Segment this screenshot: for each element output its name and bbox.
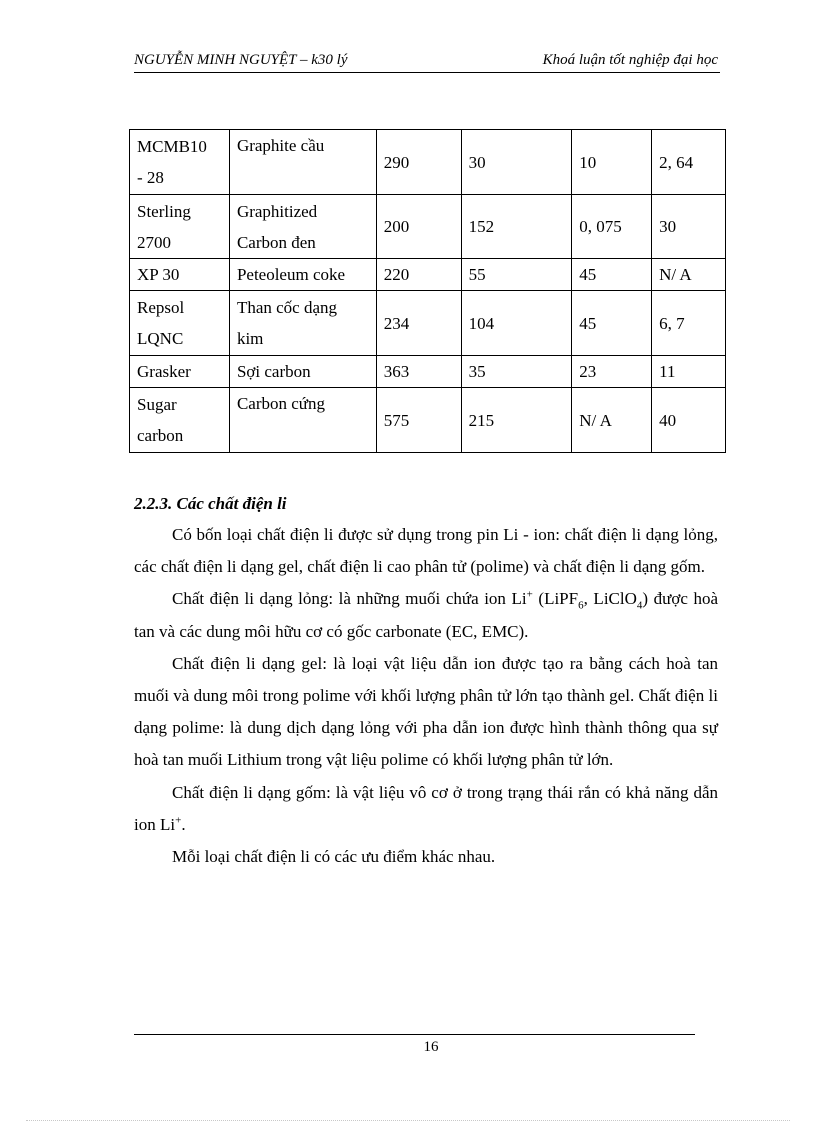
material-name-cell bbox=[130, 356, 230, 388]
material-name-line: Repsol bbox=[137, 298, 185, 317]
table-cell: 363 bbox=[376, 356, 461, 388]
table-cell: 55 bbox=[461, 259, 572, 291]
subscript: 4 bbox=[636, 599, 643, 612]
table-cell: 152 bbox=[461, 195, 572, 259]
material-type-line: Sợi carbon bbox=[236, 362, 311, 381]
material-name-line: Sterling bbox=[137, 201, 191, 221]
table-cell: 45 bbox=[572, 291, 652, 356]
material-type-line: Graphitized bbox=[236, 201, 318, 221]
material-type-line: Than cốc dạng bbox=[236, 298, 338, 317]
table-cell: 220 bbox=[376, 259, 461, 291]
text-run: , LiClO bbox=[583, 589, 637, 609]
table-cell: N/ A bbox=[652, 259, 726, 291]
superscript: + bbox=[526, 588, 533, 601]
table-cell: 6, 7 bbox=[652, 291, 726, 356]
paragraph: Mỗi loại chất điện li có các ưu điểm khác nhau. bbox=[172, 847, 496, 867]
material-type-cell bbox=[229, 356, 376, 388]
table-cell: 575 bbox=[376, 388, 461, 453]
material-type-line: Peteoleum coke bbox=[236, 265, 346, 284]
subscript: 6 bbox=[578, 599, 584, 612]
material-name-line: XP 30 bbox=[137, 265, 180, 284]
material-type-line: Carbon đen bbox=[236, 232, 316, 252]
text-run: Chất điện li dạng gốm: là vật liệu vô cơ ở trong trạng thái rắn có khả năng dẫn ion Li bbox=[134, 782, 718, 834]
superscript: + bbox=[175, 814, 182, 827]
material-type-line: Carbon cứng bbox=[236, 394, 325, 413]
table-row bbox=[130, 259, 726, 291]
material-name-cell bbox=[130, 195, 230, 259]
section-heading: 2.2.3. Các chất điện li bbox=[134, 494, 287, 513]
material-name-line: Grasker bbox=[137, 362, 191, 381]
table-cell: 215 bbox=[461, 388, 572, 453]
paragraph bbox=[134, 777, 718, 841]
header-author: NGUYỄN MINH NGUYỆT – k30 lý bbox=[134, 52, 348, 68]
table-cell: 40 bbox=[652, 388, 726, 453]
material-name-cell bbox=[130, 291, 230, 356]
table-row bbox=[130, 291, 726, 356]
table-row bbox=[130, 388, 726, 453]
material-name-line: carbon bbox=[137, 426, 184, 445]
material-name-line: LQNC bbox=[137, 329, 184, 348]
table-row bbox=[130, 130, 726, 195]
material-type-cell bbox=[229, 388, 376, 453]
footer-rule bbox=[134, 1034, 695, 1035]
table-cell: 234 bbox=[376, 291, 461, 356]
page-header bbox=[134, 50, 720, 73]
material-name-cell bbox=[130, 388, 230, 453]
table-cell: 45 bbox=[572, 259, 652, 291]
table-row bbox=[130, 195, 726, 259]
text-run: . bbox=[181, 814, 186, 834]
paragraph: Có bốn loại chất điện li được sử dụng trong pin Li - ion: chất điện li dạng lỏng, các chất điện li dạng gel, chất điện li cao phân tử (polime) và chất điện li dạng gốm. bbox=[134, 525, 718, 577]
table-cell: 35 bbox=[461, 356, 572, 388]
material-name-line: 2700 bbox=[137, 232, 171, 252]
table-cell: 11 bbox=[652, 356, 726, 388]
table-cell: 30 bbox=[652, 195, 726, 259]
material-name-line: MCMB10 bbox=[137, 137, 207, 156]
material-type-cell bbox=[229, 195, 376, 259]
page-number: 16 bbox=[423, 1039, 439, 1055]
carbon-materials-table bbox=[129, 129, 726, 453]
table-cell: 200 bbox=[376, 195, 461, 259]
header-thesis-title: Khoá luận tốt nghiệp đại học bbox=[542, 52, 718, 68]
table-cell: 10 bbox=[572, 130, 652, 195]
material-name-line: Sugar bbox=[137, 395, 177, 414]
text-run: Chất điện li dạng lỏng: là những muối chứa ion Li bbox=[172, 589, 527, 609]
material-type-cell bbox=[229, 291, 376, 356]
material-name-cell bbox=[130, 259, 230, 291]
table-cell: 23 bbox=[572, 356, 652, 388]
text-run: ) được hoà tan và các dung môi hữu cơ có gốc carbonate (EC, EMC). bbox=[134, 589, 718, 641]
table-row bbox=[130, 356, 726, 388]
material-type-cell bbox=[229, 259, 376, 291]
table-cell: 0, 075 bbox=[572, 195, 652, 259]
section-body bbox=[134, 519, 718, 873]
table-cell: N/ A bbox=[572, 388, 652, 453]
table-cell: 2, 64 bbox=[652, 130, 726, 195]
material-name-line: - 28 bbox=[137, 168, 164, 187]
table-cell: 290 bbox=[376, 130, 461, 195]
paragraph bbox=[134, 583, 718, 647]
paragraph: Chất điện li dạng gel: là loại vật liệu dẫn ion được tạo ra bằng cách hoà tan muối và dung môi trong polime với khối lượng phân tử lớn tạo thành gel. Chất điện li dạng polime: là dung dịch dạng lỏng với pha dẫn ion được hình thành thông qua sự hoà tan muối Lithium trong vật liệu polime có khối lượng phân tử lớn. bbox=[134, 653, 718, 770]
material-type-line: kim bbox=[236, 329, 264, 348]
material-name-cell bbox=[130, 130, 230, 195]
text-run: (LiPF bbox=[532, 589, 579, 609]
table-cell: 104 bbox=[461, 291, 572, 356]
table-cell: 30 bbox=[461, 130, 572, 195]
material-type-line: Graphite cầu bbox=[236, 136, 325, 155]
page-bottom-rule bbox=[26, 1120, 790, 1121]
material-type-cell bbox=[229, 130, 376, 195]
